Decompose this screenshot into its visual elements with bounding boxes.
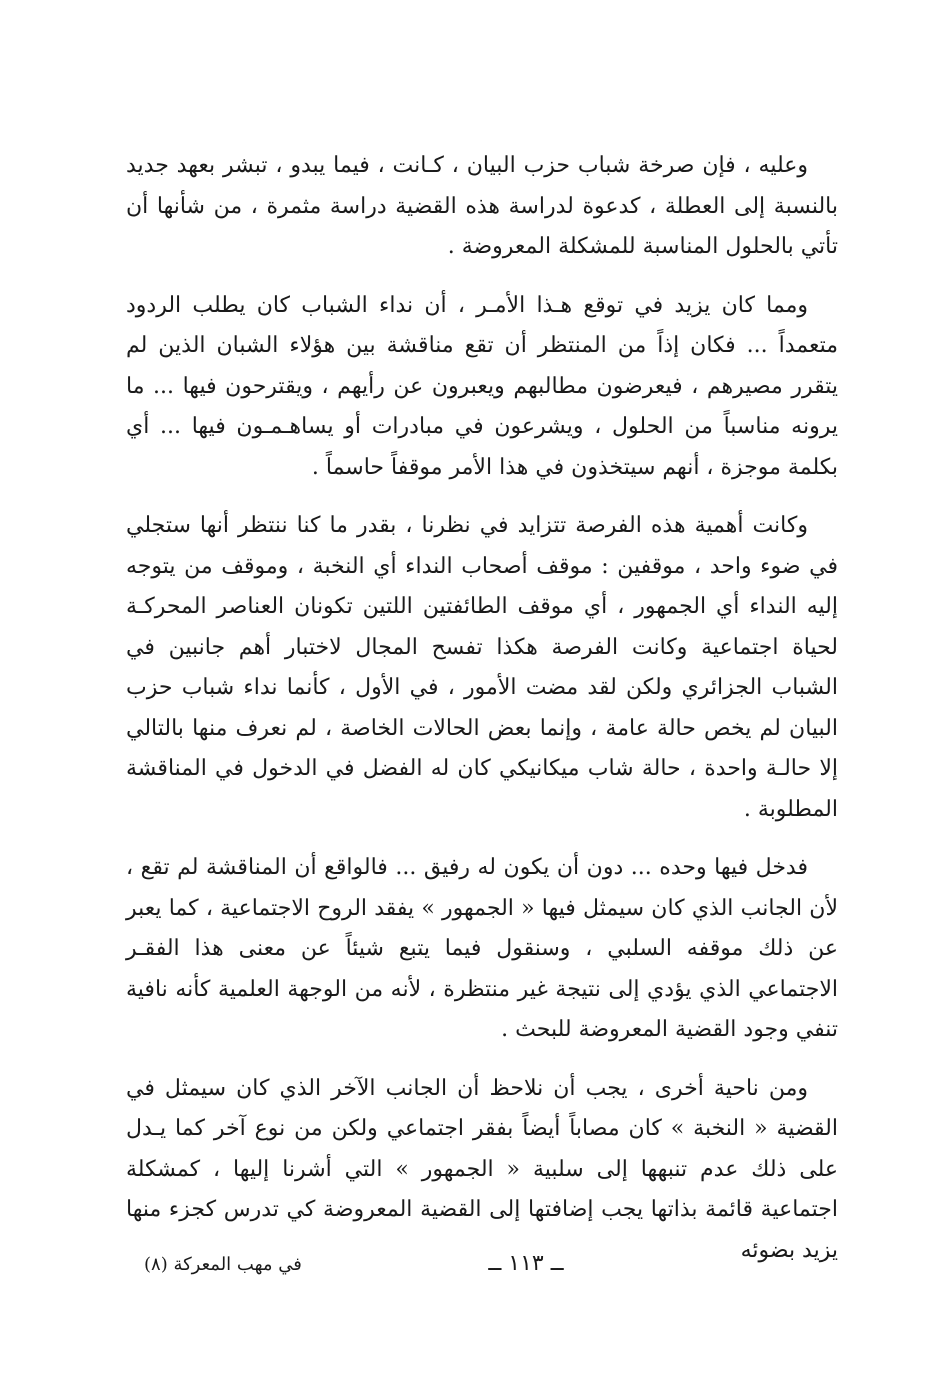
paragraph-3: وكانت أهمية هذه الفرصة تتزايد في نظرنا ، بقدر ما كنا ننتظر أنها ستجلي في ضوء واحد ، موقفين : موقف أصحاب النداء أي النخبة ، وموقف من يتوجه إليه النداء أي الجمهور ، أي موقف الطائفتين اللتين تكونان العناصر المحركـة لحياة اجتماعية وكانت الفرصة هكذا تفسح المجال لاختبار أهم جانبين في الشباب الجزائري ولكن لقد مضت الأمور ، في الأول ، كأنما نداء شباب حزب البيان لم يخص حالة عامة ، وإنما بعض الحالات الخاصة ، لم نعرف منها بالتالي إلا حالـة واحدة ، حالة شاب ميكانيكي كان له الفضل في الدخول في المناقشة المطلوبة . xyxy=(126,513,838,822)
paragraph-1: وعليه ، فإن صرخة شباب حزب البيان ، كـانت ، فيما يبدو ، تبشر بعهد جديد بالنسبة إلى العطلة ، كدعوة لدراسة هذه القضية دراسة مثمرة ، من شأنها أن تأتي بالحلول المناسبة للمشكلة المعروضة . xyxy=(126,153,838,259)
page-footer xyxy=(126,1246,838,1286)
paragraph-5: ومن ناحية أخرى ، يجب أن نلاحظ أن الجانب الآخر الذي كان سيمثل في القضية « النخبة » كان مصاباً أيضاً بفقر اجتماعي ولكن من نوع آخر كما يـدل على ذلك عدم تنبهها إلى سلبية « الجمهور » التي أشرنا إليها ، كمشكلة اجتماعية قائمة بذاتها يجب إضافتها إلى القضية المعروضة كي تدرس كجزء منها يزيد بضوئه xyxy=(126,1075,838,1263)
footer-signature-note: في مهب المعركة (٨) xyxy=(144,1254,302,1275)
paragraph-2: ومما كان يزيد في توقع هـذا الأمـر ، أن نداء الشباب كان يطلب الردود متعمداً ... فكان إذاً من المنتظر أن تقع مناقشة بين هؤلاء الشبان الذين لم يتقرر مصيرهم ، فيعرضون مطالبهم ويعبرون عن رأيهم ، ويقترحون فيها ... ما يرونه مناسباً من الحلول ، ويشرعون في مبادرات أو يساهـمـون فيها ... أي بكلمة موجزة ، أنهم سيتخذون في هذا الأمر موقفاً حاسماً . xyxy=(126,292,838,480)
body-text xyxy=(126,146,838,1289)
paragraph-4: فدخل فيها وحده ... دون أن يكون له رفيق ... فالواقع أن المناقشة لم تقع ، لأن الجانب الذي كان سيمثل فيها « الجمهور » يفقد الروح الاجتماعية ، كما يعبر عن ذلك موقفه السلبي ، وسنقول فيما يتبع شيئاً عن معنى هذا الفقـر الاجتماعي الذي يؤدي إلى نتيجة غير منتظرة ، لأنه من الوجهة العلمية كأنه نافية تنفي وجود القضية المعروضة للبحث . xyxy=(126,855,838,1042)
page-number: ــ ١١٣ ــ xyxy=(488,1251,564,1276)
